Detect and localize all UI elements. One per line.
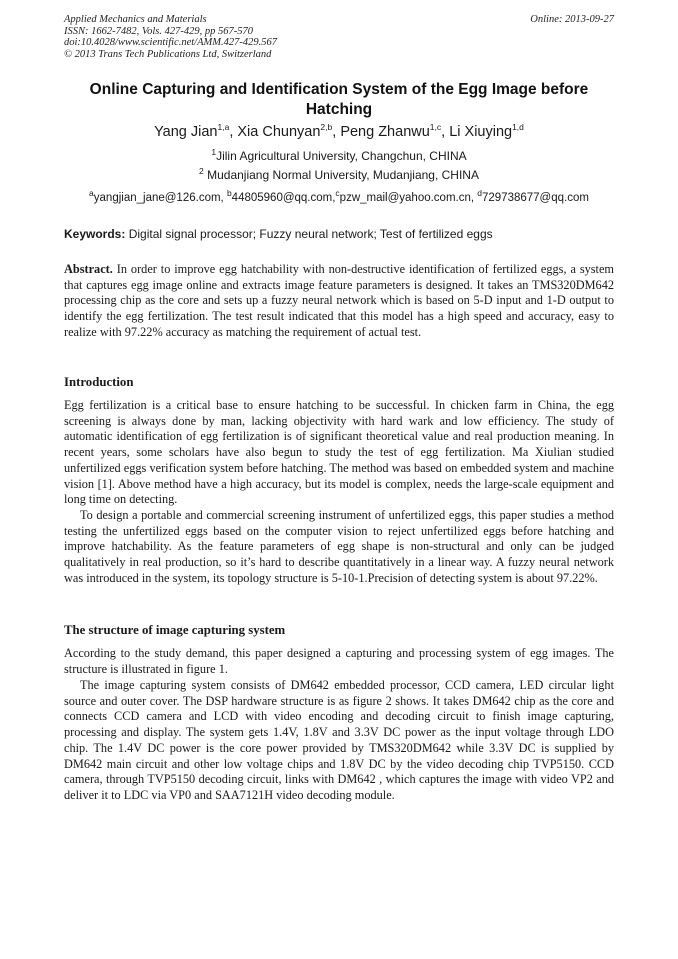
keywords-text: Digital signal processor; Fuzzy neural network; Test of fertilized eggs	[125, 227, 493, 241]
online-date: Online: 2013-09-27	[530, 14, 614, 25]
author: Xia Chunyan$^{2,b}$	[237, 122, 333, 140]
intro-paragraph-2: To design a portable and commercial screening instrument of unfertilized eggs, this paper studies a method testing the unfertilized eggs based on the computer vision to reject unfertilized eggs before hatching and improve hatchability. As the feature parameters of egg shape is non-structural and only can be judged qualitatively in real production, so it’s hard to describe quantitatively in a linear way. A fuzzy neural network was introduced in the system, its topology structure is 5-10-1.Precision of detecting system is about 97.22%.	[64, 508, 614, 585]
email: 729738677@qq.com	[482, 192, 589, 204]
email: yangjian_jane@126.com,	[93, 192, 227, 204]
abstract-label: Abstract.	[64, 262, 113, 276]
journal-header	[64, 14, 614, 60]
author: Peng Zhanwu$^{1,c}$	[340, 122, 442, 140]
author: Li Xiuying$^{1,d}$	[449, 122, 524, 140]
paper-title: Online Capturing and Identification System of the Egg Image before Hatching	[89, 81, 589, 118]
author-list: Yang Jian$^{1,a}$, Xia Chunyan$^{2,b}$, Peng Zhanwu$^{1,c}$, Li Xiuying$^{1,d}$	[154, 122, 524, 140]
email: 44805960@qq.com,	[231, 192, 336, 204]
doi-line: doi:10.4028/www.scientific.net/AMM.427-429.567	[64, 37, 277, 49]
email-list: $^a$yangjian_jane@126.com, $^b$44805960@qq.com,$^c$pzw_mail@yahoo.com.cn, $^d$729738677@qq.com	[89, 188, 589, 204]
keywords	[64, 227, 614, 241]
abstract-text: In order to improve egg hatchability with non-destructive identification of fertilized eggs, a system that captures egg image online and extracts image feature parameters is designed. It takes an TMS320DM642 processing chip as the core and sets up a fuzzy neural network which is based on 5-D input and 1-D output to identify the egg fertilization. The test result indicated that this model has a high speed and accuracy, easy to realize with 97.22% accuracy as matching the requirement of actual test.	[64, 262, 614, 339]
intro-paragraph-1: Egg fertilization is a critical base to ensure hatching to be successful. In chicken farm in China, the egg screening is always done by man, lacking objectivity with hard wark and low efficiency. The study of automatic identification of egg fertilization is of significant theoretical value and real production meaning. In recent years, some scholars have also begun to study the test of egg fertilization. Ma Xiulian studied unfertilized eggs verification system before hatching. The method was based on embedded system and machine vision [1]. Above method have a high accuracy, but its model is complex, needs the large-scale equipment and long time on detecting.	[64, 398, 614, 507]
keywords-label: Keywords:	[64, 227, 126, 241]
affiliation-2: $^2$ Mudanjiang Normal University, Mudanjiang, CHINA	[199, 166, 479, 182]
abstract	[64, 262, 614, 341]
journal-name: Applied Mechanics and Materials	[64, 14, 207, 25]
issn-line: ISSN: 1662-7482, Vols. 427-429, pp 567-570	[64, 25, 253, 37]
email: pzw_mail@yahoo.com.cn,	[339, 192, 478, 204]
structure-paragraph-1: According to the study demand, this paper designed a capturing and processing system of egg images. The structure is illustrated in figure 1.	[64, 646, 614, 676]
copyright-line: © 2013 Trans Tech Publications Ltd, Switzerland	[64, 48, 272, 60]
structure-heading: The structure of image capturing system	[64, 623, 286, 637]
affiliation-1: $^1$Jilin Agricultural University, Changchun, CHINA	[211, 147, 467, 163]
author: Yang Jian$^{1,a}$	[154, 122, 230, 140]
introduction-heading: Introduction	[64, 375, 134, 389]
structure-paragraph-2: The image capturing system consists of DM642 embedded processor, CCD camera, LED circular light source and outer cover. The DSP hardware structure is as figure 2 shows. It takes DM642 chip as the core and connects CCD camera and LCD with video encoding and decoding circuit to finish image capturing, processing and display. The system gets 1.4V, 1.8V and 3.3V DC power as the input voltage through LDO chip. The 1.4V DC power is the core power provided by TMS320DM642 while 3.3V DC is supplied by DM642 main circuit and other low voltage chips and 1.8V DC by the video decoding chip TVP5150. CCD camera, through TVP5150 decoding circuit, links with DM642 , which captures the image with video VP2 and deliver it to LDC via VP0 and SAA7121H video decoding module.	[64, 678, 614, 802]
